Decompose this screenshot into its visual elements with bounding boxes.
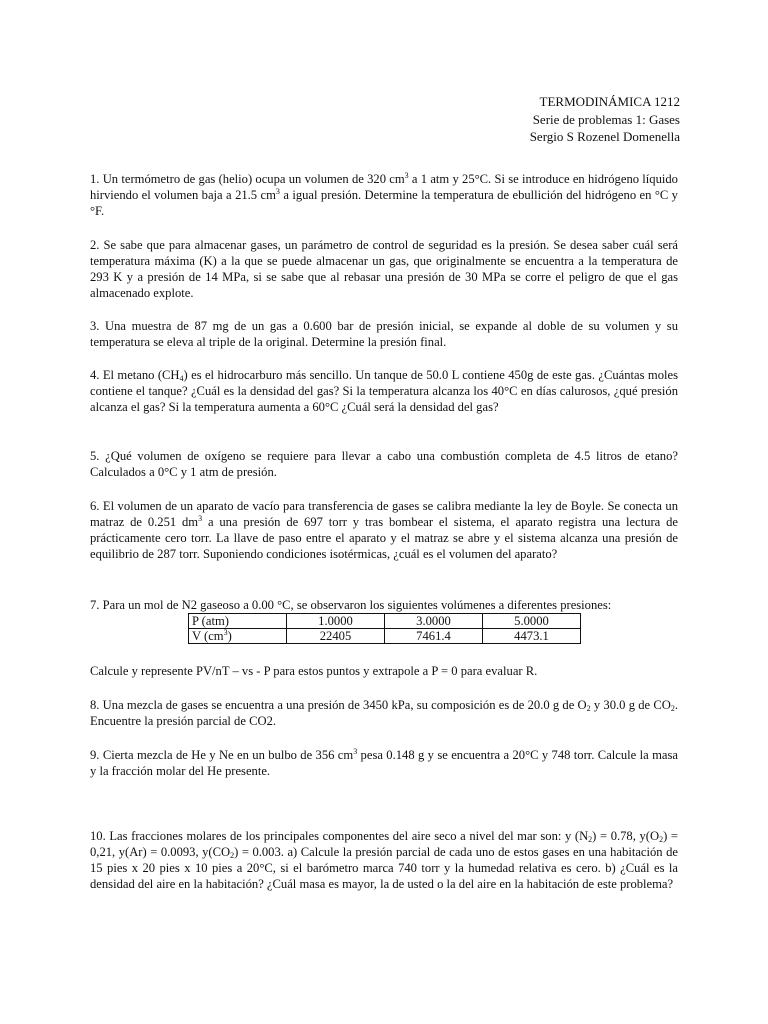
problem-8: 8. Una mezcla de gases se encuentra a una presión de 3450 kPa, su composición es de 20.0 g de $O_2$ y 30.0 g de $CO_2$. Encuentre la presión parcial de CO2. bbox=[90, 698, 678, 728]
volume-value: 7461.4 bbox=[385, 629, 483, 644]
problem-10: 10. Las fracciones molares de los principales componentes del aire seco a nivel del mar son: y $(N_2) = 0.78$, $y(O_2) = 0,21$, y(Ar) = 0.0093, $y(CO_2) = 0.003$. a) Calcule la presión parcial de cada uno de estos gases en una habitación de 15 pies x 20 pies x 10 pies a 20°C, si el barómetro marca 740 torr y la humedad relativa es cero. b) ¿Cuál es la densidad del aire en la habitación? ¿Cuál masa es mayor, la de usted o la del aire en la habitación de este problema? bbox=[90, 829, 678, 891]
problem-2: 2. Se sabe que para almacenar gases, un parámetro de control de seguridad es la presión. Se desea saber cuál será temperatura máxima (K) a la que se puede almacenar un gas, que originalmente se encuentra a la temperatura de 293 K y a presión de 14 MPa, si se sabe que al rebasar una presión de 30 MPa se corre el peligro de que el gas almacenado explote. bbox=[90, 238, 678, 300]
pressure-value: 3.0000 bbox=[385, 614, 483, 629]
problem-5: 5. ¿Qué volumen de oxígeno se requiere para llevar a cabo una combustión completa de 4.5 litros de etano? Calculados a 0°C y 1 atm de presión. bbox=[90, 449, 678, 479]
author-name: Sergio S Rozenel Domenella bbox=[529, 129, 680, 144]
document-header bbox=[530, 93, 680, 146]
problem-1: 1. Un termómetro de gas (helio) ocupa un volumen de 320 $cm^3$ a 1 atm y 25°C. Si se introduce en hidrógeno líquido hirviendo el volumen baja a 21.5 $cm^3$ a igual presión. Determine la temperatura de ebullición del hidrógeno en °C y °F. bbox=[90, 171, 678, 218]
pressure-volume-table bbox=[188, 613, 581, 644]
pressure-value: 1.0000 bbox=[287, 614, 385, 629]
volume-value: 22405 bbox=[287, 629, 385, 644]
table-row bbox=[189, 614, 581, 629]
volume-label: V $(cm^3)$ bbox=[189, 629, 287, 644]
volume-value: 4473.1 bbox=[483, 629, 581, 644]
problem-7-intro: 7. Para un mol de N2 gaseoso a 0.00 °C, se observaron los siguientes volúmenes a diferentes presiones: bbox=[90, 598, 612, 612]
series-title: Serie de problemas 1: Gases bbox=[532, 111, 680, 127]
course-title: TERMODINÁMICA 1212 bbox=[539, 94, 680, 109]
problem-6: 6. El volumen de un aparato de vacío para transferencia de gases se calibra mediante la ley de Boyle. Se conecta un matraz de 0.251 $dm^3$ a una presión de 697 torr y tras bombear el sistema, el aparato registra una lectura de prácticamente cero torr. La llave de paso entre el aparato y el matraz se abre y el sistema alcanza una presión de equilibrio de 287 torr. Suponiendo condiciones isotérmicas, ¿cuál es el volumen del aparato? bbox=[90, 499, 678, 561]
problem-4: 4. El metano $(CH_4)$ es el hidrocarburo más sencillo. Un tanque de 50.0 L contiene 450g de este gas. ¿Cuántas moles contiene el tanque? ¿Cuál es la densidad del gas? Si la temperatura alcanza los 40°C en días calurosos, ¿qué presión alcanza el gas? Si la temperatura aumenta a 60°C ¿Cuál será la densidad del gas? bbox=[90, 368, 678, 414]
table-row bbox=[189, 629, 581, 644]
pressure-value: 5.0000 bbox=[483, 614, 581, 629]
pressure-label: P (atm) bbox=[189, 614, 287, 629]
problem-9: 9. Cierta mezcla de He y Ne en un bulbo de 356 $cm^3$ pesa 0.148 g y se encuentra a 20°C y 748 torr. Calcule la masa y la fracción molar del He presente. bbox=[90, 747, 678, 778]
problem-7-instruction: Calcule y represente PV/nT – vs - P para estos puntos y extrapole a P = 0 para evaluar R. bbox=[90, 664, 538, 678]
problem-3: 3. Una muestra de 87 mg de un gas a 0.600 bar de presión inicial, se expande al doble de su volumen y su temperatura se eleva al triple de la original. Determine la presión final. bbox=[90, 319, 678, 349]
